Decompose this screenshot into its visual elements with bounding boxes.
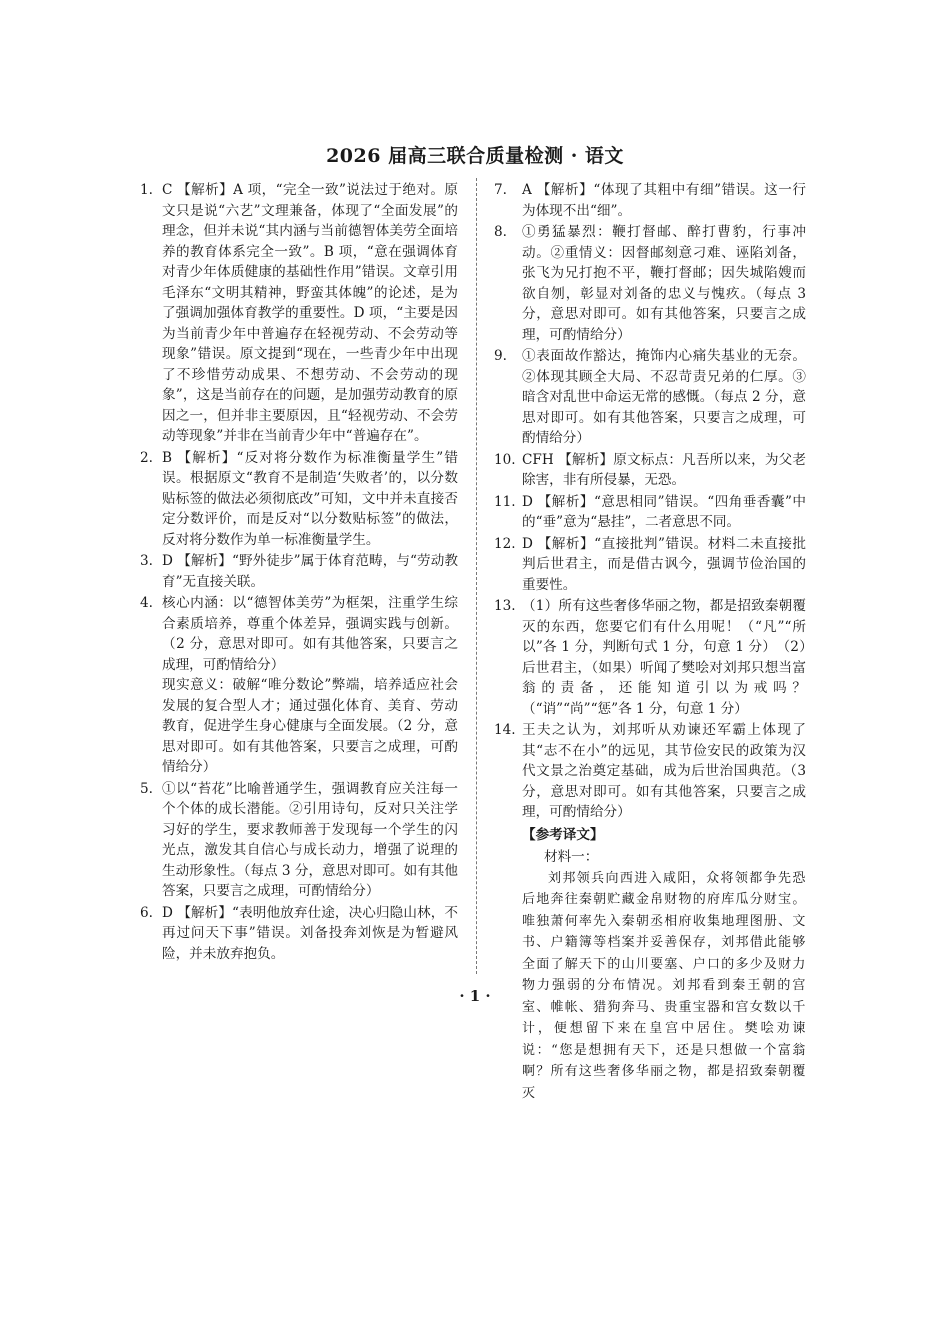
answer-text: 王夫之认为，刘邦听从劝谏还军霸上体现了其“志不在小”的远见，其节俭安民的政策为汉代文景之治奠定基础，成为后世治国典范。（3 分，意思对即可。如有其他答案，只要言之成理，可酌情给分） — [522, 722, 806, 820]
reference-subheading: 材料一： — [544, 849, 599, 865]
reference-translation-text: 刘邦领兵向西进入咸阳，众将领都争先恐后地奔往秦朝贮藏金帛财物的府库瓜分财宝。唯独萧何率先入秦朝丞相府收集地理图册、文书、户籍簿等档案并妥善保存，刘邦借此能够全面了解天下的山川要塞、户口的多少及财力物力强弱的分布情况。刘邦看到秦王朝的宫室、帷帐、猎狗奔马、贵重宝器和宫女数以千计，便想留下来在皇宫中居住。樊哙劝谏说：“您是想拥有天下，还是只想做一个富翁啊？所有这些奢侈华丽之物，都是招致秦朝覆灭 — [522, 870, 806, 1101]
page-number: · 1 · — [459, 987, 491, 1005]
answer-text: C 【解析】A 项，“完全一致”说法过于绝对。原文只是说“六艺”文理兼备，体现了“全面发展”的理念，但并未说“其内涵与当前德智体美劳全面培养的教育体系完全一致”。B 项，“意在强调体育对青少年体质健康的基础性作用”错误。文章引用毛泽东“文明其精神，野蛮其体魄”的论述，是为了强调加强体育教学的重要性。D 项，“主要是因为当前青少年中普遍存在轻视劳动、不会劳动等现象”错误。原文提到“现在，一些青少年中出现了不珍惜劳动成果、不想劳动、不会劳动的现象”，这是当前存在的问题，是加强劳动教育的原因之一，但并非主要原因，且“轻视劳动、不会劳动等现象”并非在当前青少年中“普遍存在”。 — [162, 182, 458, 444]
reference-heading: 【参考译文】 — [522, 826, 604, 843]
answer-item-9 — [494, 346, 806, 449]
right-column — [494, 180, 806, 1104]
answer-text: D 【解析】“直接批判”错误。材料二未直接批判后世君主，而是借古讽今，强调节俭治国的重要性。 — [522, 535, 806, 593]
item-number: 2. — [140, 449, 153, 466]
item-number: 10. — [494, 451, 516, 468]
answer-text: D 【解析】“表明他放弃仕途，决心归隐山林，不再过问天下事”错误。刘备投奔刘恢是为暂避风险，并未放弃抱负。 — [162, 904, 458, 962]
answer-text: D 【解析】“野外徒步”属于体育范畴，与“劳动教育”无直接关联。 — [162, 553, 458, 590]
answer-text: B 【解析】“反对将分数作为标准衡量学生”错误。根据原文“教育不是制造‘失败者’的，以分数贴标签的做法必须彻底改”可知，文中并未直接否定分数评价，而是反对“以分数贴标签”的做法，反对将分数作为单一标准衡量学生。 — [162, 449, 458, 548]
answer-item-12 — [494, 534, 806, 596]
answer-item-13 — [494, 596, 806, 719]
item-number: 14. — [494, 722, 516, 738]
column-divider — [476, 178, 477, 974]
item-number: 1. — [140, 182, 153, 198]
item-number: 5. — [140, 780, 153, 797]
answer-text: 现实意义：破解“唯分数论”弊端，培养适应社会发展的复合型人才；通过强化体育、美育、劳动教育，促进学生身心健康与全面发展。（2 分，意思对即可。如有其他答案，只要言之成理，可酌情给分） — [162, 677, 458, 775]
item-number: 13. — [494, 598, 516, 614]
answer-text: （1）所有这些奢侈华丽之物，都是招致秦朝覆灭的东西，您要它们有什么用呢！（“凡”“所以”各 1 分，判断句式 1 分，句意 1 分） （2）后世君主，（如果）听闻了樊哙对刘邦只想当富翁的责备，还能知道引以为戒吗？（“诮”“尚”“惩”各 1 分，句意 1 分） — [522, 598, 806, 717]
item-number: 12. — [494, 535, 516, 552]
item-number: 6. — [140, 904, 153, 921]
answer-item-4 — [140, 593, 458, 778]
answer-item-3 — [140, 551, 458, 592]
answer-item-14 — [494, 720, 806, 823]
item-number: 9. — [494, 348, 507, 364]
item-number: 8. — [494, 224, 507, 240]
answer-item-6 — [140, 903, 458, 965]
answer-text: ①勇猛暴烈：鞭打督邮、醉打曹豹，行事冲动。②重情义：因督邮刻意刁难、诬陷刘备，张飞为兄打抱不平，鞭打督邮；因失城陷嫂而欲自刎，彰显对刘备的忠义与愧疚。（每点 3 分，意思对即可。如有其他答案，只要言之成理，可酌情给分） — [522, 224, 806, 343]
item-number: 7. — [494, 182, 507, 198]
answer-item-5 — [140, 779, 458, 902]
answer-text: ①表面故作豁达，掩饰内心痛失基业的无奈。②体现其顾全大局、不忍苛责兄弟的仁厚。③暗含对乱世中命运无常的感慨。（每点 2 分，意思对即可。如有其他答案，只要言之成理，可酌情给分） — [522, 348, 806, 446]
answer-item-7 — [494, 180, 806, 221]
answer-text: A 【解析】“体现了其粗中有细”错误。这一行为体现不出“细”。 — [522, 182, 806, 219]
item-number: 3. — [140, 553, 153, 569]
answer-item-1 — [140, 180, 458, 447]
item-number: 11. — [494, 493, 516, 510]
answer-text: ①以“苔花”比喻普通学生，强调教育应关注每一个个体的成长潜能。②引用诗句，反对只关注学习好的学生，要求教师善于发现每一个学生的闪光点，激发其自信心与成长动力，增强了说理的生动形象性。（每点 3 分，意思对即可。如有其他答案，只要言之成理，可酌情给分） — [162, 780, 458, 899]
answer-text: D 【解析】“意思相同”错误。“四角垂香囊”中的“垂”意为“悬挂”，二者意思不同。 — [522, 493, 806, 530]
answer-text: CFH 【解析】原文标点：凡吾所以来，为父老除害，非有所侵暴，无恐。 — [522, 451, 806, 488]
answer-item-11 — [494, 492, 806, 533]
left-column — [140, 180, 458, 965]
answer-item-10 — [494, 450, 806, 491]
page-title: 2026 届高三联合质量检测 · 语文 — [326, 145, 624, 167]
item-number: 4. — [140, 595, 153, 611]
answer-item-8 — [494, 222, 806, 345]
answer-item-2 — [140, 448, 458, 551]
answer-text: 核心内涵：以“德智体美劳”为框架，注重学生综合素质培养，尊重个体差异，强调实践与创新。（2 分，意思对即可。如有其他答案，只要言之成理，可酌情给分） — [162, 595, 458, 673]
